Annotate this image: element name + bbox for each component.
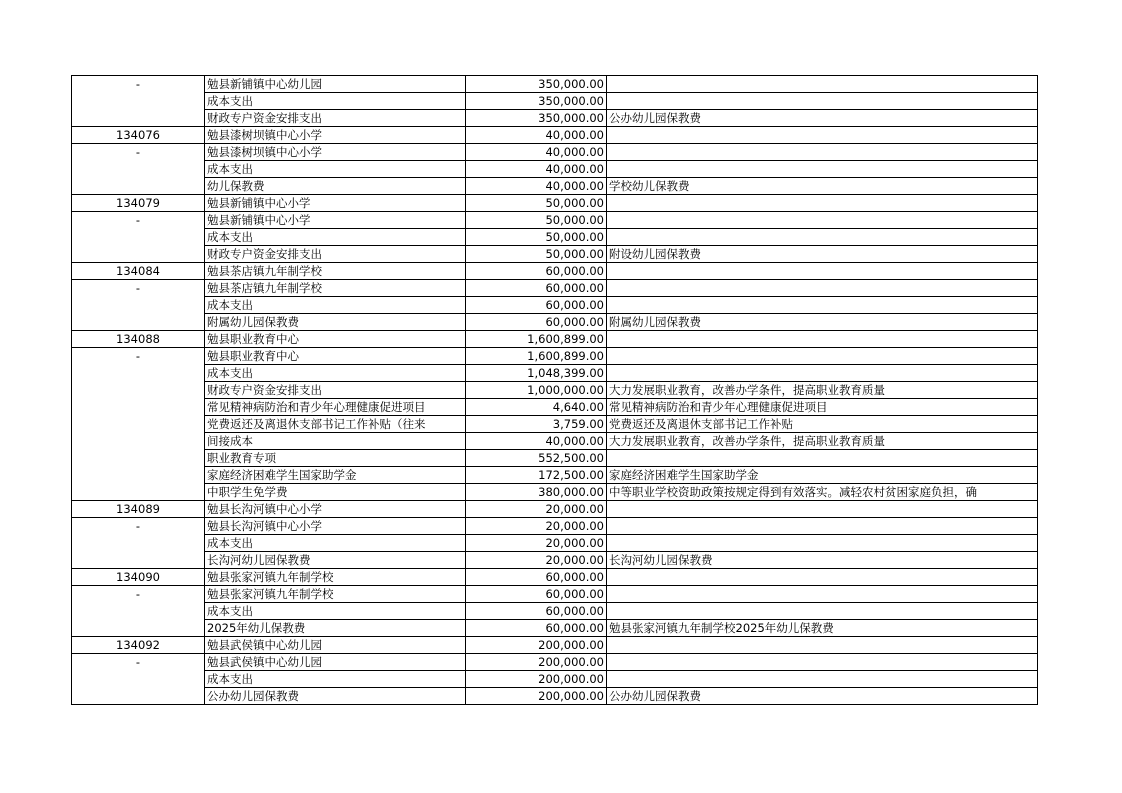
note-cell <box>607 518 1038 535</box>
table-row <box>72 246 1038 263</box>
item-name-cell: 勉县漆树坝镇中心小学 <box>205 127 466 144</box>
table-row <box>72 144 1038 161</box>
amount-cell: 1,000,000.00 <box>466 382 607 399</box>
table-row <box>72 671 1038 688</box>
amount-cell: 1,600,899.00 <box>466 348 607 365</box>
unit-code-cell <box>72 484 205 501</box>
amount-cell: 200,000.00 <box>466 671 607 688</box>
item-name-cell: 家庭经济困难学生国家助学金 <box>205 467 466 484</box>
note-cell: 常见精神病防治和青少年心理健康促进项目 <box>607 399 1038 416</box>
item-name-cell: 勉县张家河镇九年制学校 <box>205 586 466 603</box>
item-name-cell: 成本支出 <box>205 535 466 552</box>
item-name-cell: 勉县茶店镇九年制学校 <box>205 280 466 297</box>
unit-code-cell: 134076 <box>72 127 205 144</box>
unit-code-cell <box>72 620 205 637</box>
amount-cell: 60,000.00 <box>466 280 607 297</box>
item-name-cell: 2025年幼儿保教费 <box>205 620 466 637</box>
amount-cell: 380,000.00 <box>466 484 607 501</box>
item-name-cell: 成本支出 <box>205 93 466 110</box>
unit-code-cell <box>72 297 205 314</box>
unit-code-cell <box>72 365 205 382</box>
table-row <box>72 688 1038 705</box>
unit-code-cell: 134088 <box>72 331 205 348</box>
table-row <box>72 365 1038 382</box>
note-cell: 大力发展职业教育，改善办学条件，提高职业教育质量 <box>607 382 1038 399</box>
note-cell <box>607 263 1038 280</box>
amount-cell: 350,000.00 <box>466 93 607 110</box>
unit-code-cell <box>72 246 205 263</box>
item-name-cell: 成本支出 <box>205 603 466 620</box>
amount-cell: 60,000.00 <box>466 314 607 331</box>
unit-code-cell <box>72 467 205 484</box>
amount-cell: 1,600,899.00 <box>466 331 607 348</box>
item-name-cell: 勉县张家河镇九年制学校 <box>205 569 466 586</box>
item-name-cell: 勉县新铺镇中心小学 <box>205 212 466 229</box>
note-cell <box>607 93 1038 110</box>
item-name-cell: 成本支出 <box>205 161 466 178</box>
item-name-cell: 党费返还及离退休支部书记工作补贴（往来 <box>205 416 466 433</box>
table-row <box>72 263 1038 280</box>
item-name-cell: 财政专户资金安排支出 <box>205 246 466 263</box>
unit-code-cell <box>72 433 205 450</box>
item-name-cell: 职业教育专项 <box>205 450 466 467</box>
table-row <box>72 467 1038 484</box>
budget-table <box>71 75 1038 705</box>
amount-cell: 40,000.00 <box>466 178 607 195</box>
table-row <box>72 297 1038 314</box>
amount-cell: 20,000.00 <box>466 518 607 535</box>
note-cell <box>607 212 1038 229</box>
note-cell: 大力发展职业教育，改善办学条件，提高职业教育质量 <box>607 433 1038 450</box>
amount-cell: 40,000.00 <box>466 433 607 450</box>
item-name-cell: 勉县漆树坝镇中心小学 <box>205 144 466 161</box>
amount-cell: 40,000.00 <box>466 161 607 178</box>
table-row <box>72 212 1038 229</box>
amount-cell: 4,640.00 <box>466 399 607 416</box>
table-row <box>72 331 1038 348</box>
table-row <box>72 586 1038 603</box>
unit-code-cell <box>72 178 205 195</box>
note-cell <box>607 144 1038 161</box>
amount-cell: 50,000.00 <box>466 195 607 212</box>
amount-cell: 200,000.00 <box>466 688 607 705</box>
item-name-cell: 长沟河幼儿园保教费 <box>205 552 466 569</box>
item-name-cell: 勉县长沟河镇中心小学 <box>205 501 466 518</box>
table-row <box>72 348 1038 365</box>
table-row <box>72 501 1038 518</box>
note-cell <box>607 501 1038 518</box>
budget-table-body <box>72 76 1038 705</box>
unit-code-cell <box>72 416 205 433</box>
table-row <box>72 161 1038 178</box>
item-name-cell: 成本支出 <box>205 229 466 246</box>
item-name-cell: 中职学生免学费 <box>205 484 466 501</box>
amount-cell: 172,500.00 <box>466 467 607 484</box>
unit-code-cell: - <box>72 76 205 93</box>
amount-cell: 50,000.00 <box>466 212 607 229</box>
note-cell: 公办幼儿园保教费 <box>607 110 1038 127</box>
unit-code-cell <box>72 229 205 246</box>
unit-code-cell <box>72 603 205 620</box>
item-name-cell: 财政专户资金安排支出 <box>205 110 466 127</box>
table-row <box>72 620 1038 637</box>
amount-cell: 60,000.00 <box>466 603 607 620</box>
note-cell <box>607 637 1038 654</box>
unit-code-cell: 134079 <box>72 195 205 212</box>
note-cell <box>607 535 1038 552</box>
table-row <box>72 127 1038 144</box>
unit-code-cell <box>72 399 205 416</box>
note-cell <box>607 603 1038 620</box>
note-cell <box>607 654 1038 671</box>
note-cell: 家庭经济困难学生国家助学金 <box>607 467 1038 484</box>
amount-cell: 1,048,399.00 <box>466 365 607 382</box>
unit-code-cell <box>72 450 205 467</box>
note-cell <box>607 331 1038 348</box>
table-row <box>72 229 1038 246</box>
note-cell: 公办幼儿园保教费 <box>607 688 1038 705</box>
note-cell <box>607 280 1038 297</box>
table-row <box>72 382 1038 399</box>
amount-cell: 40,000.00 <box>466 127 607 144</box>
amount-cell: 50,000.00 <box>466 246 607 263</box>
note-cell <box>607 450 1038 467</box>
table-row <box>72 518 1038 535</box>
unit-code-cell: 134084 <box>72 263 205 280</box>
item-name-cell: 财政专户资金安排支出 <box>205 382 466 399</box>
item-name-cell: 勉县新铺镇中心幼儿园 <box>205 76 466 93</box>
item-name-cell: 成本支出 <box>205 297 466 314</box>
amount-cell: 20,000.00 <box>466 552 607 569</box>
unit-code-cell: - <box>72 348 205 365</box>
unit-code-cell <box>72 314 205 331</box>
amount-cell: 60,000.00 <box>466 297 607 314</box>
unit-code-cell: - <box>72 518 205 535</box>
note-cell: 附设幼儿园保教费 <box>607 246 1038 263</box>
note-cell <box>607 297 1038 314</box>
item-name-cell: 常见精神病防治和青少年心理健康促进项目 <box>205 399 466 416</box>
table-row <box>72 484 1038 501</box>
item-name-cell: 勉县职业教育中心 <box>205 348 466 365</box>
table-row <box>72 603 1038 620</box>
amount-cell: 20,000.00 <box>466 535 607 552</box>
item-name-cell: 勉县长沟河镇中心小学 <box>205 518 466 535</box>
unit-code-cell: - <box>72 212 205 229</box>
item-name-cell: 勉县职业教育中心 <box>205 331 466 348</box>
note-cell <box>607 569 1038 586</box>
note-cell: 学校幼儿保教费 <box>607 178 1038 195</box>
table-row <box>72 178 1038 195</box>
note-cell: 长沟河幼儿园保教费 <box>607 552 1038 569</box>
table-row <box>72 93 1038 110</box>
item-name-cell: 附属幼儿园保教费 <box>205 314 466 331</box>
amount-cell: 60,000.00 <box>466 620 607 637</box>
amount-cell: 350,000.00 <box>466 76 607 93</box>
item-name-cell: 勉县武侯镇中心幼儿园 <box>205 637 466 654</box>
unit-code-cell <box>72 382 205 399</box>
table-row <box>72 569 1038 586</box>
unit-code-cell: 134092 <box>72 637 205 654</box>
table-row <box>72 450 1038 467</box>
note-cell <box>607 671 1038 688</box>
item-name-cell: 公办幼儿园保教费 <box>205 688 466 705</box>
unit-code-cell <box>72 688 205 705</box>
note-cell <box>607 161 1038 178</box>
unit-code-cell <box>72 671 205 688</box>
unit-code-cell <box>72 110 205 127</box>
table-row <box>72 399 1038 416</box>
note-cell <box>607 229 1038 246</box>
unit-code-cell <box>72 535 205 552</box>
table-row <box>72 280 1038 297</box>
unit-code-cell: - <box>72 144 205 161</box>
note-cell: 附属幼儿园保教费 <box>607 314 1038 331</box>
item-name-cell: 勉县武侯镇中心幼儿园 <box>205 654 466 671</box>
amount-cell: 20,000.00 <box>466 501 607 518</box>
item-name-cell: 幼儿保教费 <box>205 178 466 195</box>
unit-code-cell: - <box>72 654 205 671</box>
note-cell <box>607 127 1038 144</box>
item-name-cell: 勉县新铺镇中心小学 <box>205 195 466 212</box>
amount-cell: 200,000.00 <box>466 654 607 671</box>
item-name-cell: 勉县茶店镇九年制学校 <box>205 263 466 280</box>
table-row <box>72 654 1038 671</box>
unit-code-cell: - <box>72 586 205 603</box>
note-cell: 党费返还及离退休支部书记工作补贴 <box>607 416 1038 433</box>
note-cell <box>607 586 1038 603</box>
amount-cell: 200,000.00 <box>466 637 607 654</box>
amount-cell: 60,000.00 <box>466 569 607 586</box>
table-row <box>72 76 1038 93</box>
note-cell: 勉县张家河镇九年制学校2025年幼儿保教费 <box>607 620 1038 637</box>
table-row <box>72 637 1038 654</box>
note-cell <box>607 76 1038 93</box>
table-row <box>72 314 1038 331</box>
note-cell <box>607 348 1038 365</box>
unit-code-cell <box>72 161 205 178</box>
table-row <box>72 110 1038 127</box>
unit-code-cell: 134090 <box>72 569 205 586</box>
amount-cell: 3,759.00 <box>466 416 607 433</box>
amount-cell: 552,500.00 <box>466 450 607 467</box>
table-row <box>72 433 1038 450</box>
amount-cell: 60,000.00 <box>466 263 607 280</box>
note-cell <box>607 195 1038 212</box>
unit-code-cell: 134089 <box>72 501 205 518</box>
table-row <box>72 552 1038 569</box>
item-name-cell: 成本支出 <box>205 365 466 382</box>
unit-code-cell: - <box>72 280 205 297</box>
table-row <box>72 195 1038 212</box>
item-name-cell: 间接成本 <box>205 433 466 450</box>
item-name-cell: 成本支出 <box>205 671 466 688</box>
unit-code-cell <box>72 93 205 110</box>
amount-cell: 40,000.00 <box>466 144 607 161</box>
note-cell: 中等职业学校资助政策按规定得到有效落实。减轻农村贫困家庭负担，确 <box>607 484 1038 501</box>
unit-code-cell <box>72 552 205 569</box>
table-row <box>72 535 1038 552</box>
amount-cell: 60,000.00 <box>466 586 607 603</box>
amount-cell: 50,000.00 <box>466 229 607 246</box>
amount-cell: 350,000.00 <box>466 110 607 127</box>
note-cell <box>607 365 1038 382</box>
table-row <box>72 416 1038 433</box>
